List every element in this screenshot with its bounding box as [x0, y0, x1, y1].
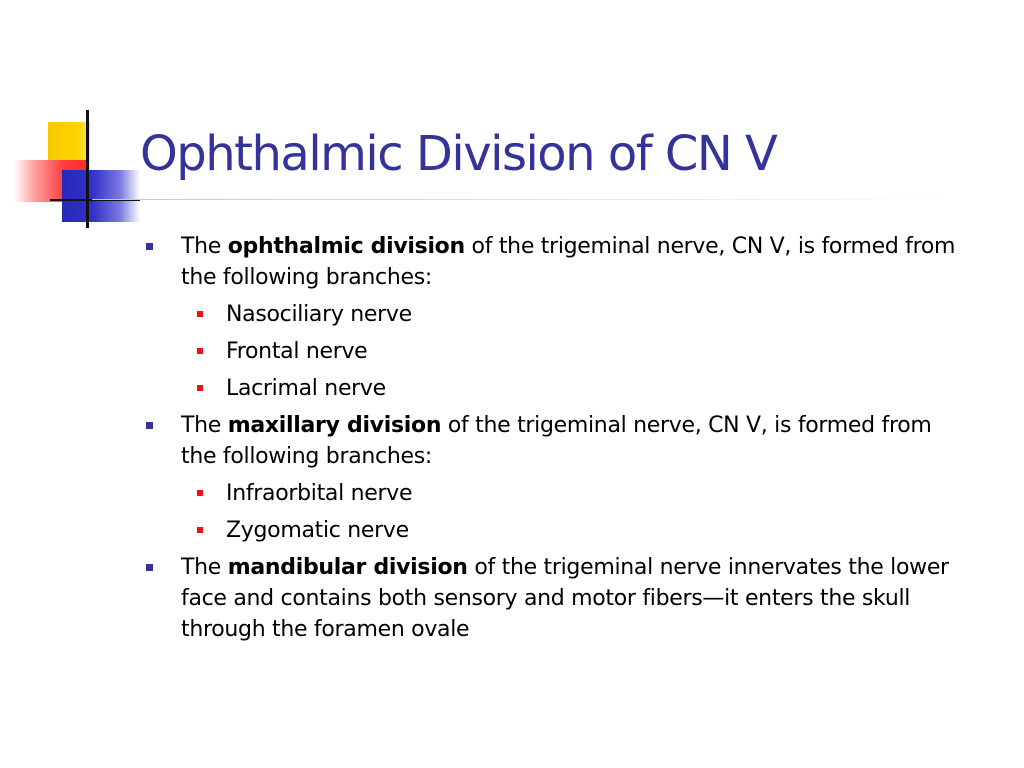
- sub-bullet: [146, 336, 966, 367]
- bullet-maxillary: [146, 410, 966, 472]
- bullet-prefix: The: [181, 234, 228, 259]
- blue-square: [62, 170, 140, 222]
- sub-bullet-text: Zygomatic nerve: [226, 518, 409, 543]
- sub-bullet: [146, 478, 966, 509]
- sub-bullet-text: Lacrimal nerve: [226, 376, 386, 401]
- slide-title: Ophthalmic Division of CN V: [140, 126, 777, 182]
- sub-bullet: [146, 373, 966, 404]
- square-bullet-icon: [197, 311, 203, 317]
- sub-bullet-text: Frontal nerve: [226, 339, 368, 364]
- bullet-bold-term: maxillary division: [227, 413, 442, 438]
- bullet-ophthalmic: [146, 231, 966, 293]
- square-bullet-icon: [197, 385, 203, 391]
- square-bullet-icon: [146, 422, 153, 429]
- bullet-suffix: of the trigeminal nerve, CN V, is formed from the following branches:: [181, 413, 932, 469]
- sub-bullet-text: Infraorbital nerve: [226, 481, 413, 506]
- logo-vertical-line: [86, 110, 89, 228]
- title-divider: [92, 199, 962, 200]
- bullet-suffix: of the trigeminal nerve, CN V, is formed from the following branches:: [181, 234, 956, 290]
- square-bullet-icon: [197, 490, 203, 496]
- sub-bullet: [146, 515, 966, 546]
- square-bullet-icon: [197, 348, 203, 354]
- sub-bullet: [146, 299, 966, 330]
- square-bullet-icon: [197, 527, 203, 533]
- bullet-prefix: The: [181, 413, 228, 438]
- slide-body: [146, 231, 966, 651]
- bullet-bold-term: ophthalmic division: [227, 234, 465, 259]
- decorative-logo: [0, 0, 140, 240]
- sub-bullet-text: Nasociliary nerve: [226, 302, 412, 327]
- bullet-suffix: of the trigeminal nerve innervates the lower face and contains both sensory and motor fibers—it enters the skull through the foramen ovale: [181, 555, 949, 642]
- bullet-mandibular: [146, 552, 966, 645]
- bullet-prefix: The: [181, 555, 228, 580]
- square-bullet-icon: [146, 243, 153, 250]
- square-bullet-icon: [146, 564, 153, 571]
- bullet-bold-term: mandibular division: [227, 555, 468, 580]
